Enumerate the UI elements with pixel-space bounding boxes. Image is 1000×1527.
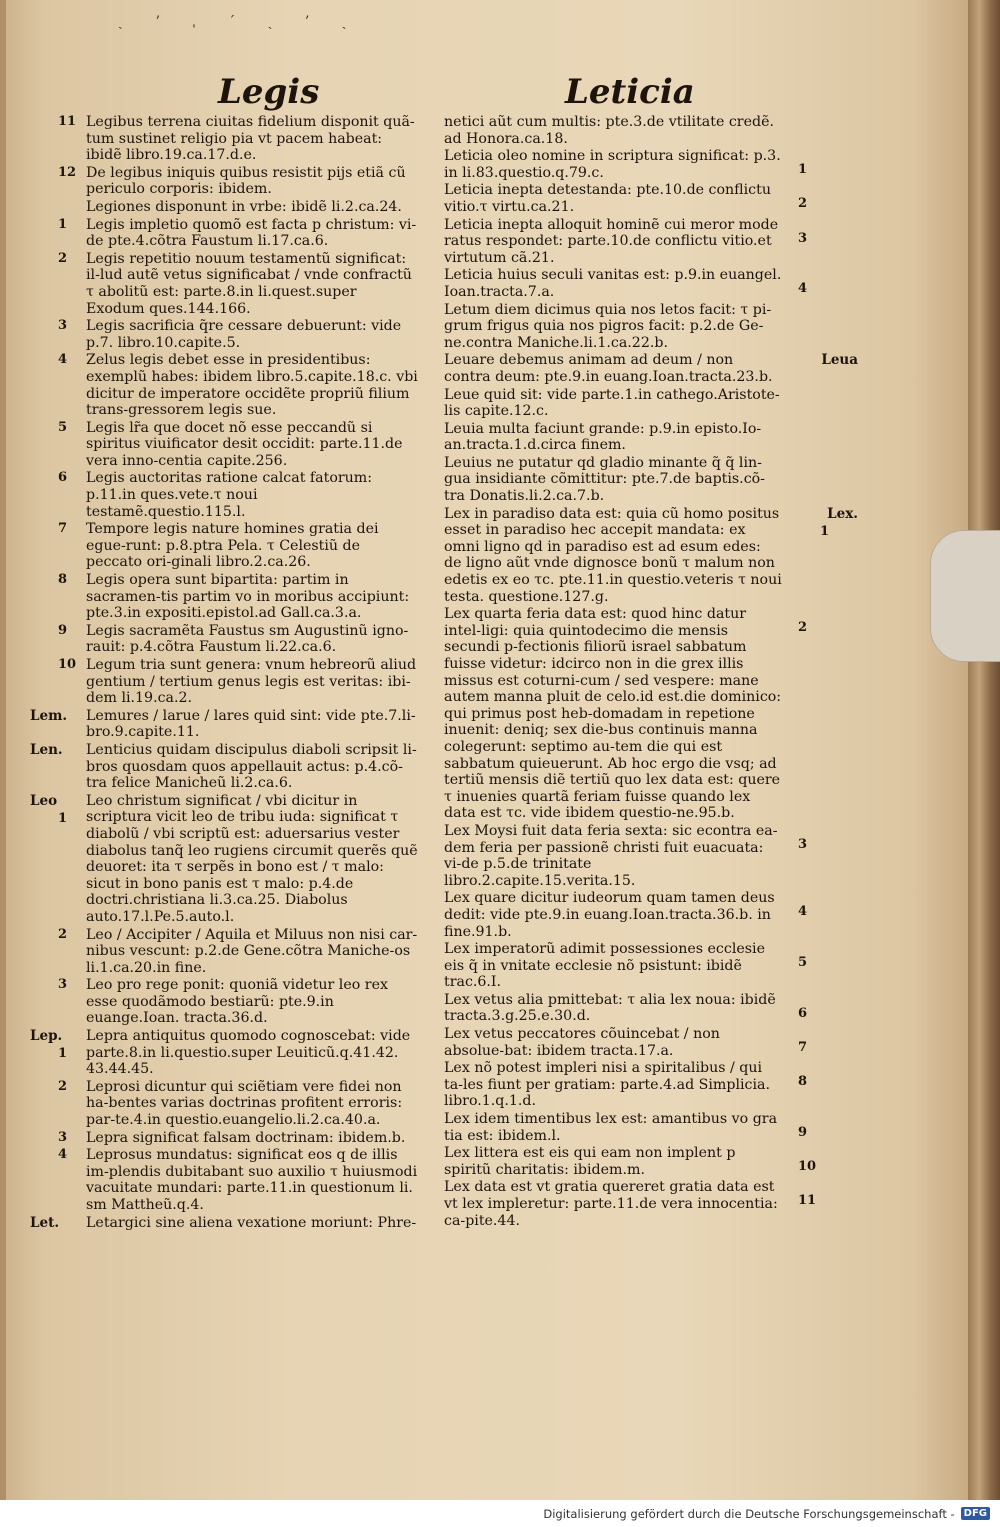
index-entry — [86, 199, 418, 216]
entry-text: Lex nõ potest impleri nisi a spiritalibus / qui ta-les fiunt per gratiam: parte.4.ad Simplicia. libro.1.q.1.d. — [444, 1060, 770, 1110]
entry-text: Leuius ne putatur qd gladio minante q̃ q̃ lin-gua insidiante cõmittitur: pte.7.de baptis.cõ-tra Donatis.li.2.ca.7.b. — [444, 454, 765, 505]
index-entry — [444, 302, 782, 352]
entry-number: 1 — [58, 810, 68, 826]
entry-number: 3 — [798, 836, 808, 852]
entry-text: Leue quid sit: vide parte.1.in cathego.Aristote-lis capite.12.c. — [444, 386, 780, 420]
index-entry — [30, 1214, 418, 1232]
index-entry — [444, 387, 782, 420]
entry-number: 10 — [798, 1159, 817, 1175]
entry-text: Lepra antiquitus quomodo cognoscebat: vide parte.8.in li.questio.super Leuiticũ.q.41.42. 43.44.45. — [86, 1028, 411, 1078]
entry-text: Legis auctoritas ratione calcat fatorum: p.11.in ques.vete.τ noui testamẽ.questio.115.l. — [86, 470, 373, 520]
entry-text: Lex vetus peccatores cõuincebat / non absolue-bat: ibidem tracta.17.a. — [444, 1026, 720, 1059]
entry-text: Legiones disponunt in vrbe: ibidẽ li.2.ca.24. — [86, 198, 402, 215]
index-entry — [444, 505, 858, 606]
margin-heading: Len. — [30, 741, 63, 758]
index-entry — [58, 1129, 418, 1147]
entry-number: 3 — [58, 1129, 68, 1145]
entry-text: De legibus iniquis quibus resistit pijs etiã cũ periculo corporis: ibidem. — [86, 164, 406, 198]
index-entry — [444, 216, 808, 267]
index-entry — [444, 1111, 808, 1144]
entry-text: Lemures / larue / lares quid sint: vide pte.7.li-bro.9.capite.11. — [86, 707, 416, 741]
entry-text: Lex vetus alia pmittebat: τ alia lex noua: ibidẽ tracta.3.g.25.e.30.d. — [444, 991, 776, 1025]
page-clip — [930, 530, 1000, 662]
entry-text: Letum diem dicimus quia nos letos facit: τ pi-grum frigus quia nos pigros facit: p.2.de Ge-ne.contra Maniche.li.1.ca.22.b. — [444, 301, 772, 351]
entry-text: Lex idem timentibus lex est: amantibus vo gra tia est: ibidem.l. — [444, 1111, 778, 1144]
entry-text: Legis opera sunt bipartita: partim in sacramen-tis partim vo in moribus accipiunt: pte.3.in expositi.epistol.ad Gall.ca.3.a. — [86, 572, 410, 622]
entry-number: 5 — [798, 955, 808, 971]
entry-number: 2 — [58, 926, 68, 942]
index-entry — [444, 1145, 817, 1178]
index-entry — [58, 250, 418, 317]
entry-number: 11 — [798, 1193, 817, 1209]
index-entry — [58, 164, 418, 198]
index-entry — [58, 521, 418, 571]
entry-number: 1 — [820, 523, 830, 539]
index-entry — [444, 890, 808, 940]
entry-number: 6 — [58, 470, 68, 486]
margin-heading: Lex. — [827, 505, 858, 522]
index-entry — [444, 1026, 808, 1059]
index-entry — [58, 926, 418, 977]
entry-number: 10 — [58, 657, 77, 672]
entry-text: Lenticius quidam discipulus diaboli scripsit li-bros quosdam quos appellauit actus: p.4.cõ-tra felice Manicheũ li.2.ca.6. — [86, 741, 417, 792]
footer-credit: Digitalisierung gefördert durch die Deutsche Forschungsgemeinschaft - — [543, 1506, 955, 1521]
entry-number: 2 — [58, 1078, 68, 1094]
dfg-logo: DFG — [961, 1507, 990, 1520]
entry-number: 4 — [798, 904, 808, 920]
entry-text: Legis sacramẽta Faustus sm Augustinũ igno-rauit: p.4.cõtra Faustum li.22.ca.6. — [86, 622, 409, 656]
entry-number: 7 — [798, 1040, 808, 1056]
book-edge — [968, 0, 1000, 1500]
index-entry — [30, 707, 418, 741]
index-entry — [58, 114, 418, 164]
entry-number: 3 — [798, 230, 808, 246]
entry-number: 4 — [58, 352, 68, 368]
entry-text: Legis lr̃a que docet nõ esse peccandũ si spiritus viuificator desit occidit: parte.11.de vera inno-centia capite.256. — [86, 419, 403, 469]
entry-text: Lepra significat falsam doctrinam: ibidem.b. — [86, 1129, 406, 1146]
index-entry — [444, 991, 808, 1025]
entry-text: Letargici sine aliena vexatione moriunt: Phre- — [86, 1214, 417, 1231]
entry-text: Zelus legis debet esse in presidentibus: exemplũ habes: ibidem libro.5.capite.18.c. vbi dicitur de imperatore occidẽte propriũ filium trans-gressorem legis sue. — [86, 352, 418, 419]
index-entry — [58, 1147, 418, 1213]
entry-number: 8 — [798, 1074, 808, 1090]
entry-text: Lex imperatorũ adimit possessiones ecclesie eis q̃ in vnitate ecclesie nõ psistunt: ibidẽ trac.6.I. — [444, 941, 765, 991]
margin-heading: Leua — [821, 352, 858, 369]
entry-text: Leticia inepta detestanda: pte.10.de conflictu vitio.τ virtu.ca.21. — [444, 182, 771, 215]
entry-text: Legum tria sunt genera: vnum hebreorũ aliud gentium / tertium genus legis est veritas: ibi-dem li.19.ca.2. — [86, 657, 417, 707]
footer-bar — [0, 1500, 1000, 1527]
entry-text: Lex in paradiso data est: quia cũ homo positus esset in paradiso hec accepit mandata: ex omni ligno qd in paradiso est ad esum edes: de ligno aũt vnde dignosce bonũ τ malum non edetis ex eo τc. pte.11.in questio.veteris τ noui testa. questione.127.g. — [444, 505, 782, 605]
entry-number: 3 — [58, 977, 68, 993]
top-marks: ˎ ʼ ˌ ´ ˎ ’ ˏ — [118, 14, 361, 30]
entry-text: Leticia inepta alloquit hominẽ cui meror mode ratus respondet: parte.10.de conflictu vitio.et virtutum cã.21. — [444, 216, 779, 266]
entry-text: Lex quare dicitur iudeorum quam tamen deus dedit: vide pte.9.in euang.Ioan.tracta.36.b. in fine.91.b. — [444, 890, 775, 940]
entry-number: 7 — [58, 521, 68, 537]
index-entry — [58, 1078, 418, 1129]
index-entry — [444, 148, 808, 181]
entry-number: 12 — [58, 164, 77, 180]
entry-number: 2 — [798, 196, 808, 212]
entry-text: Leuia multa faciunt grande: p.9.in episto.Io-an.tracta.1.d.circa finem. — [444, 420, 762, 454]
entry-text: Leticia huius seculi vanitas est: p.9.in euangel. Ioan.tracta.7.a. — [444, 267, 782, 300]
entry-number: 5 — [58, 419, 68, 435]
index-entry — [30, 1028, 418, 1078]
entry-number: 4 — [58, 1147, 68, 1163]
entry-text: Leprosus mundatus: significat eos q de illis im-plendis dubitabant suo auxilio τ huiusmodi vacuitate mundari: parte.11.in questionum li. sm Mattheũ.q.4. — [86, 1147, 418, 1213]
entry-text: Legis repetitio nouum testamentũ significat: il-lud autẽ vetus significabat / vnde confractũ τ abolitũ est: parte.8.in li.quest.super Exodum ques.144.166. — [86, 250, 412, 317]
margin-heading: Let. — [30, 1214, 60, 1231]
entry-text: Lex quarta feria data est: quod hinc datur intel-ligi: quia quintodecimo die mensis secundi p-fectionis filiorũ israel sabbatum fuisse videtur: idcirco non in die grex illis missus est coturni-cum / sed vespere: mane autem manna pluit de celo.id est.die dominico: qui primus post heb-domadam in repetione inuenit: deniq; sex die-bus continuis manna colegerunt: septimo au-tem die qui est sabbatum quieuerunt. Ab hoc ergo die vsq; ad tertiũ mensis diẽ tertiũ quo lex data est: quere τ inuenies quartã feriam fuisse quando lex data est τc. vide ibidem questio-ne.95.b. — [444, 606, 782, 822]
index-entry — [444, 1060, 808, 1110]
index-entry — [444, 267, 808, 300]
index-entry — [58, 977, 418, 1027]
margin-heading: Lem. — [30, 707, 68, 724]
margin-heading: Leo — [30, 792, 58, 809]
index-entry — [444, 941, 808, 991]
entry-number: 1 — [798, 162, 808, 178]
entry-number: 9 — [58, 622, 68, 638]
right-column-header: Leticia — [565, 72, 695, 112]
index-entry — [58, 657, 418, 707]
index-entry — [444, 606, 808, 822]
index-entry — [444, 822, 808, 889]
entry-number: 6 — [798, 1005, 808, 1021]
index-entry — [58, 572, 418, 622]
index-entry — [444, 352, 858, 385]
index-entry — [30, 741, 418, 792]
entry-number: 3 — [58, 318, 68, 334]
index-entry — [58, 419, 418, 470]
left-column-header: Legis — [218, 72, 320, 112]
entry-text: Legis sacrificia q̃re cessare debuerunt: vide p.7. libro.10.capite.5. — [86, 318, 402, 351]
entry-text: Leuare debemus animam ad deum / non contra deum: pte.9.in euang.Ioan.tracta.23.b. — [444, 352, 773, 385]
right-column — [444, 114, 858, 1230]
entry-text: Lex Moysi fuit data feria sexta: sic econtra ea-dem feria per passionẽ christi fuit euacuata: vi-de p.5.de trinitate libro.2.capite.15.verita.15. — [444, 822, 778, 889]
index-entry — [58, 470, 418, 520]
entry-text: Tempore legis nature homines gratia dei egue-runt: p.8.ptra Pela. τ Celestiũ de peccato ori-ginali libro.2.ca.26. — [86, 521, 379, 571]
index-entry — [58, 216, 418, 250]
index-entry — [58, 352, 418, 419]
entry-number: 4 — [798, 281, 808, 297]
index-entry — [58, 622, 418, 656]
index-entry — [444, 455, 782, 505]
entry-number: 2 — [58, 250, 68, 266]
entry-text: Leprosi dicuntur qui sciẽtiam vere fidei non ha-bentes varias doctrinas profitent erroris: par-te.4.in questio.euangelio.li.2.ca.40.a. — [86, 1078, 403, 1129]
entry-number: 1 — [58, 216, 68, 232]
index-entry — [444, 421, 782, 454]
entry-number: 11 — [58, 114, 77, 129]
entry-number: 8 — [58, 572, 68, 588]
entry-text: netici aũt cum multis: pte.3.de vtilitate credẽ. ad Honora.ca.18. — [444, 114, 774, 147]
margin-heading: Lep. — [30, 1028, 63, 1045]
entry-text: Leo / Accipiter / Aquila et Miluus non nisi car-nibus vescunt: p.2.de Gene.cõtra Maniche-os li.1.ca.20.in fine. — [86, 926, 418, 976]
entry-text: Leticia oleo nomine in scriptura significat: p.3. in li.83.questio.q.79.c. — [444, 148, 781, 181]
index-entry — [30, 792, 418, 926]
index-entry — [444, 182, 808, 215]
entry-text: Legibus terrena ciuitas fidelium disponit quã-tum sustinet religio pia vt pacem habeat: ibidẽ libro.19.ca.17.d.e. — [86, 114, 415, 164]
entry-text: Lex littera est eis qui eam non implent p spiritũ charitatis: ibidem.m. — [444, 1145, 736, 1178]
entry-text: Leo christum significat / vbi dicitur in scriptura vicit leo de tribu iuda: significat τ diabolũ / vbi scriptũ est: aduersarius vester diabolus tanq̃ leo rugiens circumit querẽs quẽ deuoret: ita τ serpẽs in bono est / τ malo: sicut in bono panis est τ malo: p.4.de doctri.christiana li.3.ca.25. Diabolus auto.17.l.Pe.5.auto.l. — [86, 792, 418, 925]
entry-text: Legis impletio quomõ est facta p christum: vi-de pte.4.cõtra Faustum li.17.ca.6. — [86, 216, 417, 250]
entry-number: 2 — [798, 620, 808, 636]
entry-number: 1 — [58, 1046, 68, 1062]
index-entry — [444, 1179, 817, 1229]
left-column — [30, 114, 418, 1232]
entry-text: Lex data est vt gratia quereret gratia data est vt lex impleretur: parte.11.de vera innocentia: ca-pite.44. — [444, 1179, 778, 1229]
entry-text: Leo pro rege ponit: quoniã videtur leo rex esse quodãmodo bestiarũ: pte.9.in euange.Ioan. tracta.36.d. — [86, 977, 388, 1027]
entry-number: 9 — [798, 1125, 808, 1141]
index-entry — [58, 318, 418, 351]
index-entry — [444, 114, 782, 147]
